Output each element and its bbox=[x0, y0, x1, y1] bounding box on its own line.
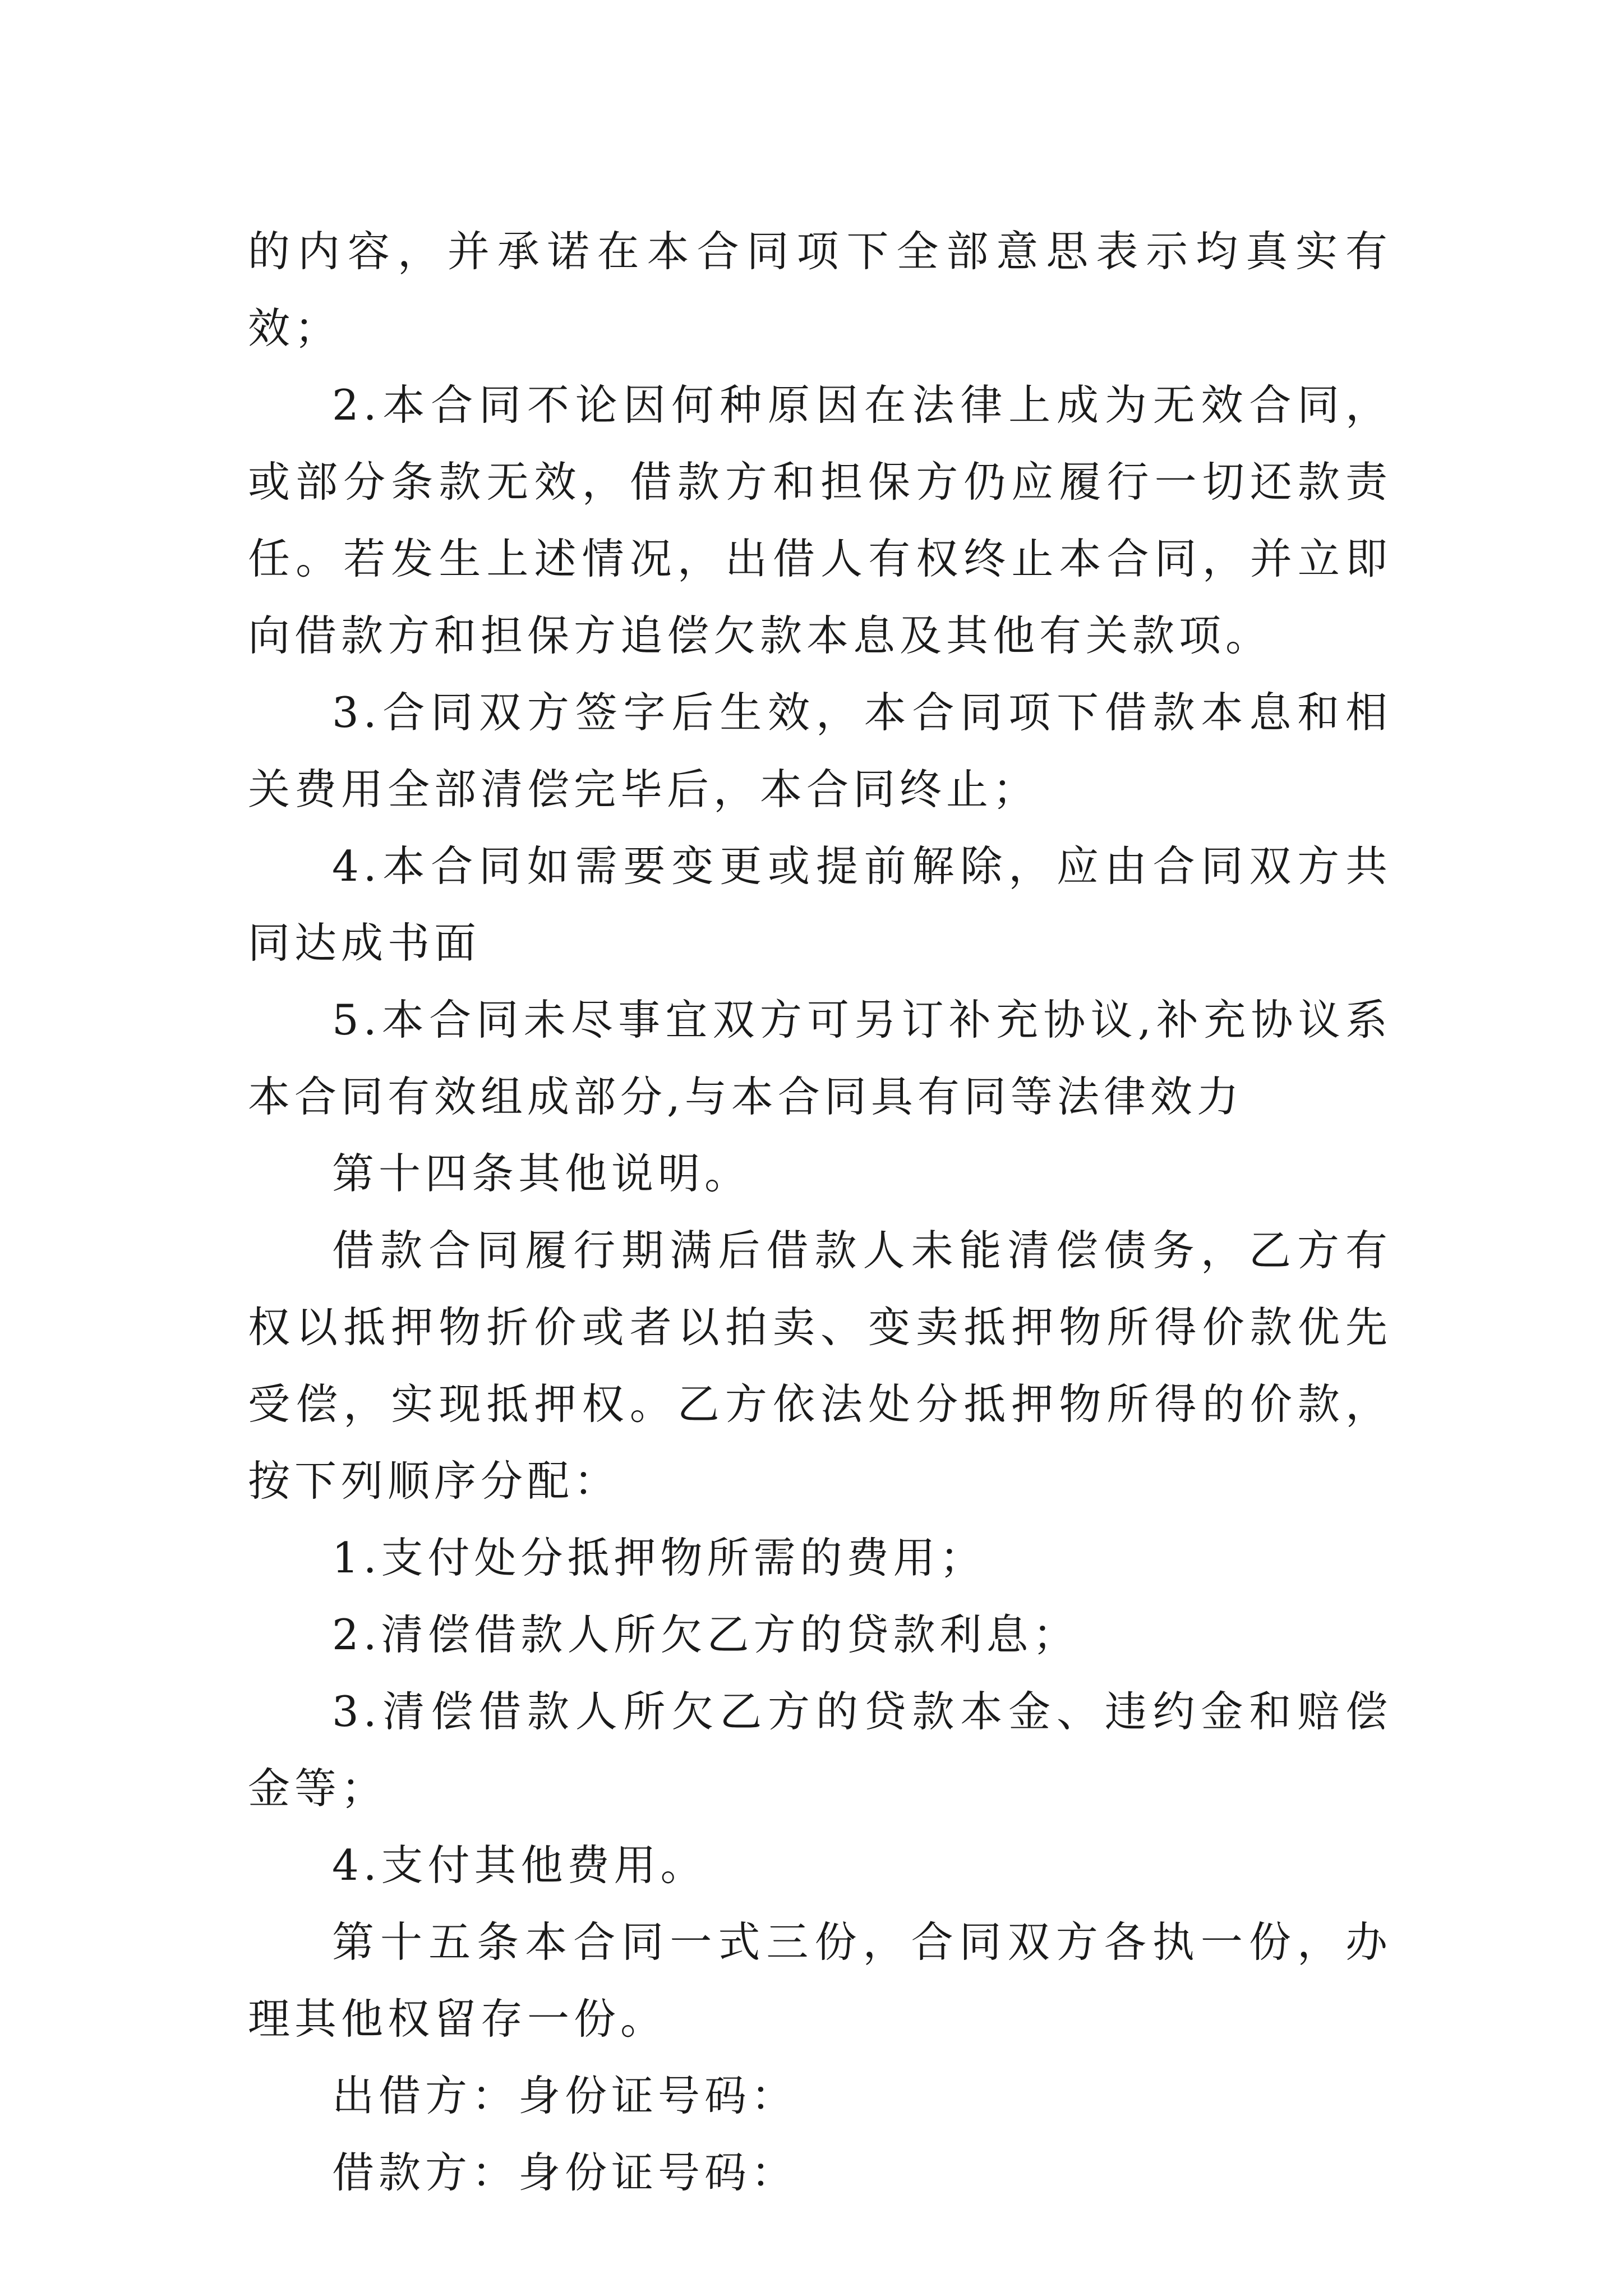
paragraph-clause-4: 4.本合同如需要变更或提前解除，应由合同双方共同达成书面 bbox=[248, 841, 1392, 968]
paragraph-mortgage-enforcement: 借款合同履行期满后借款人未能清偿债务，乙方有权以抵押物折价或者以拍卖、变卖抵押物所得价款优先受偿，实现抵押权。乙方依法处分抵押物所得的价款，按下列顺序分配： bbox=[248, 1226, 1392, 1506]
list-item-1: 1.支付处分抵押物所需的费用； bbox=[332, 1533, 986, 1582]
paragraph-clause-2: 2.本合同不论因何种原因在法律上成为无效合同，或部分条款无效，借款方和担保方仍应履行一切还款责任。若发生上述情况，出借人有权终止本合同，并立即向借款方和担保方追偿欠款本息及其他有关款项。 bbox=[248, 380, 1392, 660]
paragraph-clause-3: 3.合同双方签字后生效，本合同项下借款本息和相关费用全部清偿完毕后，本合同终止； bbox=[248, 688, 1392, 814]
list-item-4: 4.支付其他费用。 bbox=[332, 1841, 707, 1890]
list-item-3: 3.清偿借款人所欠乙方的贷款本金、违约金和赔偿金等； bbox=[248, 1687, 1392, 1813]
paragraph-clause-5: 5.本合同未尽事宜双方可另订补充协议,补充协议系本合同有效组成部分,与本合同具有同等法律效力 bbox=[248, 995, 1392, 1121]
article-15-paragraph: 第十五条本合同一式三份，合同双方各执一份，办理其他权留存一份。 bbox=[248, 1917, 1392, 2044]
lender-signature-line: 出借方：身份证号码： bbox=[332, 2071, 798, 2120]
document-body bbox=[248, 213, 1392, 2211]
borrower-signature-line: 借款方：身份证号码： bbox=[332, 2148, 798, 2197]
article-14-heading: 第十四条其他说明。 bbox=[332, 1149, 751, 1198]
paragraph-continuation: 的内容，并承诺在本合同项下全部意思表示均真实有效； bbox=[248, 227, 1392, 353]
list-item-2: 2.清偿借款人所欠乙方的贷款利息； bbox=[332, 1610, 1080, 1659]
